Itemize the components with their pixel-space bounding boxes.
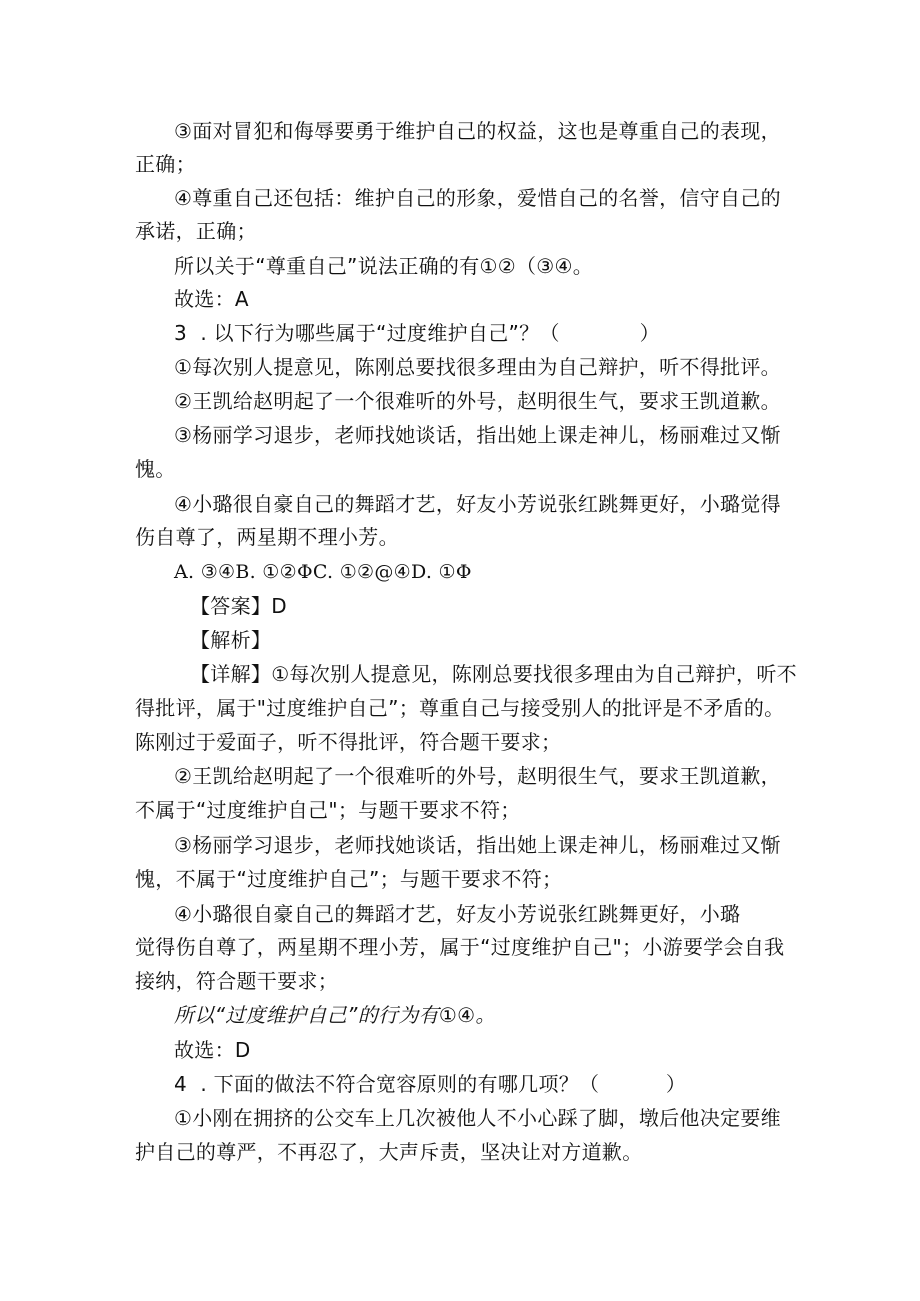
text-line: 伤自尊了，两星期不理小芳。 [135, 525, 399, 549]
answer-options: A. ③④B. ①②ΦC. ①②@④D. ①Φ [174, 561, 472, 583]
text-line: 愧。 [135, 457, 176, 481]
text-line: ①每次别人提意见，陈刚总要找很多理由为自己辩护，听不得批评。 [174, 355, 781, 379]
text-line: ①小刚在拥挤的公交车上几次被他人不小心踩了脚，墩后他决定要维 [174, 1106, 781, 1130]
text-line: 接纳，符合题干要求； [135, 969, 338, 993]
text-line: ④小璐很自豪自己的舞蹈才艺，好友小芳说张红跳舞更好，小璐觉得 [174, 492, 781, 516]
text-line: 故选：A [174, 287, 249, 311]
text-line: 陈刚过于爱面子，听不得批评，符合题干要求； [135, 730, 562, 754]
text-line: 觉得伤自尊了，两星期不理小芳，属于“过度维护自己"；小游要学会自我 [135, 935, 785, 959]
text-line: 正确； [135, 152, 196, 176]
analysis-label: 【解析】 [190, 628, 272, 652]
text-line: 愧，不属于“过度维护自己”；与题干要求不符； [135, 867, 563, 891]
answer-label: 【答案】D [190, 594, 287, 618]
text-line: 不属于“过度维护自己"；与题干要求不符； [135, 798, 521, 822]
text-line: 故选：D [174, 1038, 251, 1062]
text-line: ③杨丽学习退步，老师找她谈话，指出她上课走神儿，杨丽难过又惭 [174, 423, 781, 447]
text-line: ④尊重自己还包括：维护自己的形象，爱惜自己的名誉，信守自己的 [174, 186, 781, 210]
text-line: 所以“过度维护自己”的行为有①④。 [174, 1003, 496, 1027]
text-line: ②王凯给赵明起了一个很难听的外号，赵明很生气，要求王凯道歉。 [174, 389, 781, 413]
text-line: 护自己的尊严，不再忍了，大声斥责，坚决让对方道歉。 [135, 1140, 643, 1164]
text-line: ③面对冒犯和侮辱要勇于维护自己的权益，这也是尊重自己的表现， [174, 119, 781, 143]
question-title: 4 . 下面的做法不符合宽容原则的有哪几项？（ ） [174, 1072, 687, 1096]
text-line: 承诺，正确； [135, 219, 257, 243]
text-line: 所以关于“尊重自己”说法正确的有①②（③④。 [174, 254, 594, 278]
detail-line: 【详解】①每次别人提意见，陈刚总要找很多理由为自己辩护，听不 [190, 662, 797, 686]
text-line: ④小璐很自豪自己的舞蹈才艺，好友小芳说张红跳舞更好，小璐 [174, 902, 741, 926]
question-title: 3 . 以下行为哪些属于“过度维护自己”？（ ） [174, 321, 660, 345]
text-line: ②王凯给赵明起了一个很难听的外号，赵明很生气，要求王凯道歉， [174, 764, 781, 788]
text-line: 得批评，属于"过度维护自己”；尊重自己与接受别人的批评是不矛盾的。 [135, 696, 785, 720]
text-line: ③杨丽学习退步，老师找她谈话，指出她上课走神儿，杨丽难过又惭 [174, 833, 781, 857]
